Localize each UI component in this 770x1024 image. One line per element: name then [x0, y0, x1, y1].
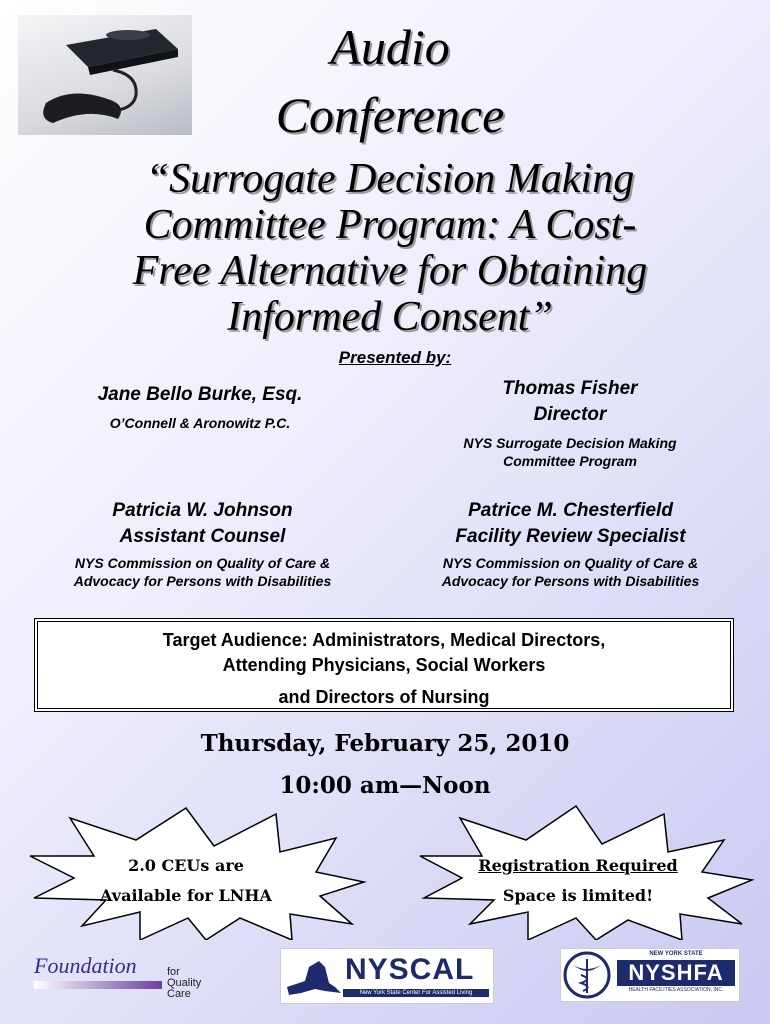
nyshfa-logo-name: NYSHFA: [617, 960, 735, 986]
audience-line1: Target Audience: Administrators, Medical Directors,: [162, 630, 606, 650]
presenter-org: O’Connell & Aronowitz P.C.: [109, 415, 291, 431]
presenter-name: Patrice M. Chesterfield: [468, 500, 673, 521]
presenter-title: Director: [533, 404, 607, 425]
presenter-patricia-johnson: [30, 498, 375, 590]
registration-line2: Space is limited!: [502, 886, 654, 905]
foundation-logo-name: Foundation: [34, 953, 137, 978]
event-date: Thursday, February 25, 2010: [200, 730, 570, 757]
target-audience-box: [34, 618, 734, 712]
presenter-org-line2: Advocacy for Persons with Disabilities: [441, 573, 700, 589]
program-title: [40, 156, 740, 340]
presenter-org: NYS Commission on Quality of Care &: [74, 555, 331, 571]
nyshfa-logo-top: NEW YORK STATE: [649, 951, 703, 957]
registration-badge: [468, 851, 688, 911]
nyshfa-logo-subtitle: HEALTH FACILITIES ASSOCIATION, INC.: [628, 987, 724, 993]
presenter-name: Patricia W. Johnson: [112, 500, 293, 521]
presenter-org: NYS Surrogate Decision Making: [463, 435, 677, 451]
program-title-line1: “Surrogate Decision Making: [145, 156, 635, 202]
presenter-title: Facility Review Specialist: [455, 526, 686, 547]
presenter-jane-bello-burke: [50, 382, 350, 432]
presenter-title: Assistant Counsel: [119, 526, 286, 547]
telephone-photo: [18, 15, 192, 135]
presenter-org: NYS Commission on Quality of Care &: [442, 555, 699, 571]
foundation-quality-care-logo: [34, 953, 214, 1003]
caduceus-seal-icon: [563, 951, 611, 999]
foundation-for-text: for: [167, 966, 180, 978]
program-title-line3: Free Alternative for Obtaining: [132, 248, 648, 294]
presenter-name: Thomas Fisher: [502, 378, 638, 399]
presented-by-label: Presented by:: [338, 348, 452, 367]
new-york-state-map-icon: [285, 957, 343, 997]
page-title-line1: Audio: [330, 19, 450, 75]
nyscal-logo-subtitle: New York State Center For Assisted Living: [343, 989, 489, 997]
event-time: 10:00 am—Noon: [279, 772, 491, 799]
foundation-logo-bar: [34, 981, 162, 989]
presenter-thomas-fisher: [420, 376, 720, 470]
presenter-org-line2: Committee Program: [503, 453, 637, 469]
program-title-line2: Committee Program: A Cost-: [143, 202, 637, 248]
presenter-name: Jane Bello Burke, Esq.: [97, 384, 303, 405]
nyscal-logo-name: NYSCAL: [345, 953, 475, 986]
ceu-badge: [76, 851, 296, 911]
foundation-care-text: Care: [167, 988, 191, 1000]
foundation-logo-tagline: [167, 967, 201, 1000]
audience-line2: Attending Physicians, Social Workers: [222, 655, 546, 675]
registration-line1: Registration Required: [478, 856, 678, 875]
ceu-line2: Available for LNHA: [100, 886, 272, 905]
program-title-line4: Informed Consent”: [227, 294, 553, 340]
page-title-line2: Conference: [275, 87, 505, 143]
telephone-icon: [18, 15, 192, 135]
ceu-line1: 2.0 CEUs are: [128, 856, 244, 875]
presenter-org-line2: Advocacy for Persons with Disabilities: [73, 573, 332, 589]
nyshfa-logo: [560, 948, 740, 1002]
audience-line3: and Directors of Nursing: [278, 687, 490, 707]
presenter-patrice-chesterfield: [398, 498, 743, 590]
nyscal-logo: [280, 948, 494, 1004]
foundation-quality-text: Quality: [167, 977, 202, 989]
